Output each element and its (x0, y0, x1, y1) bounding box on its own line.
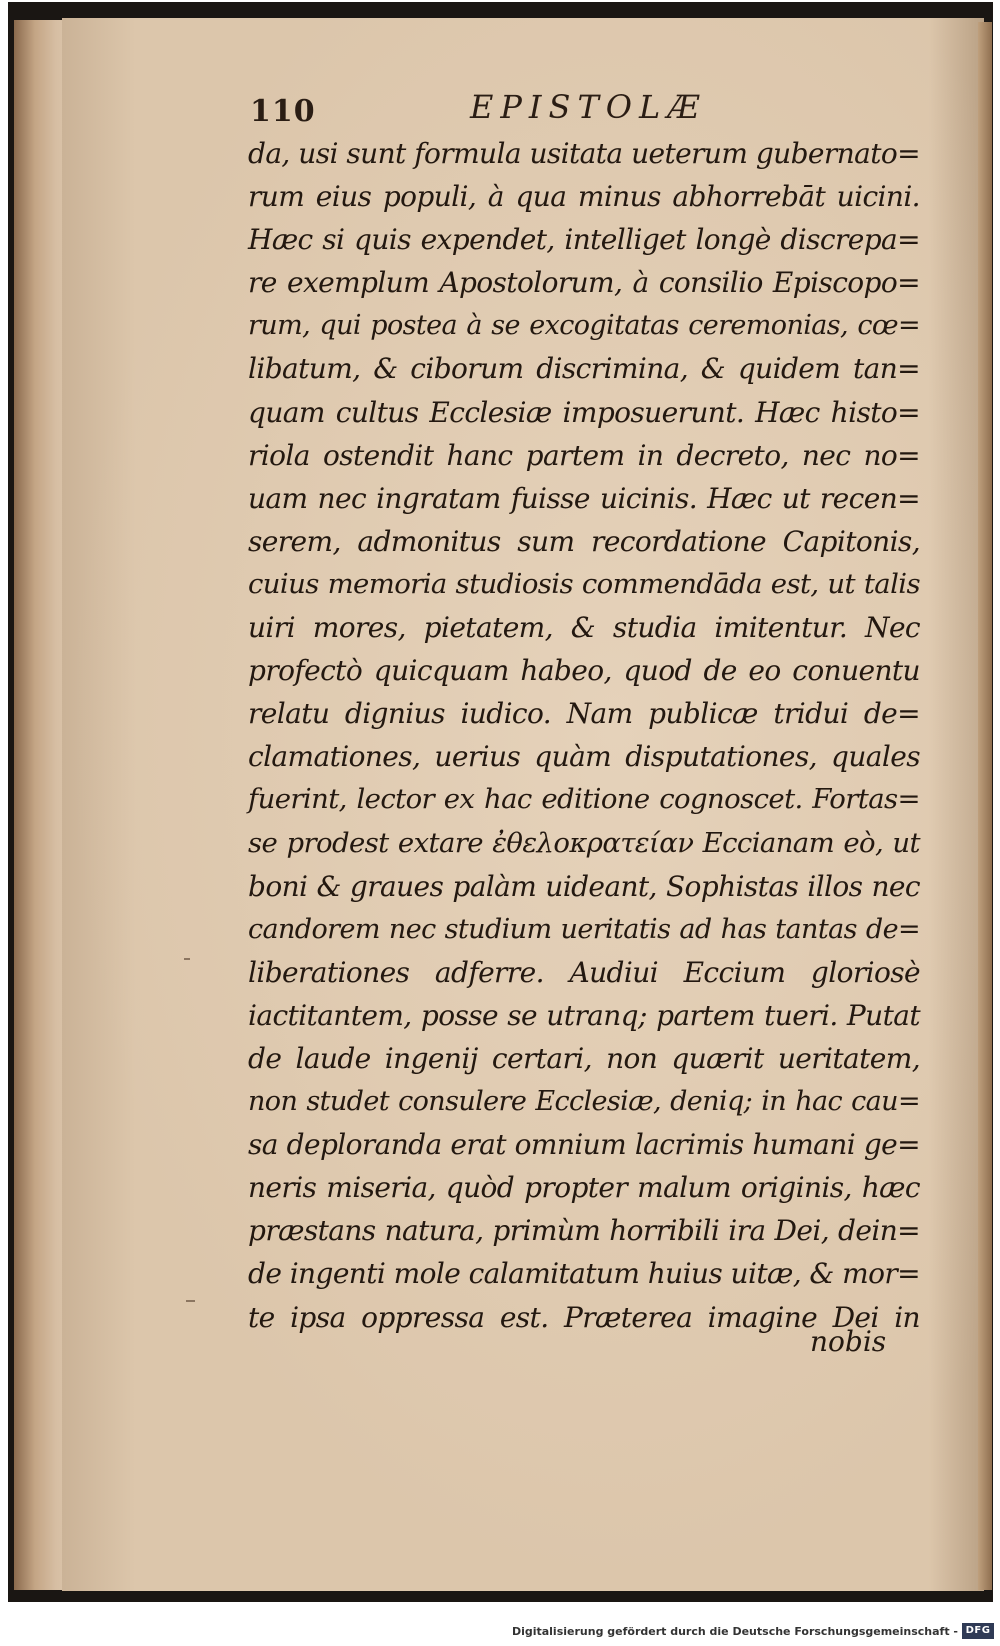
funding-notice: Digitalisierung gefördert durch die Deutsche Forschungsgemeinschaft - (511, 1625, 958, 1638)
text-line: te ipsa oppressa est. Præterea imagine Dei in (248, 1300, 920, 1334)
text-line: cuius memoria studiosis commendāda est, ut talis (248, 567, 920, 600)
footer-bar (0, 1620, 1000, 1646)
text-line: de laude ingenij certari, non quærit ueritatem, (248, 1041, 920, 1075)
text-line: boni & graues palàm uideant, Sophistas illos nec (248, 869, 920, 903)
margin-mark (186, 1300, 195, 1302)
text-line: se prodest extare ἐθελοκρατείαν Eccianam eò, ut (248, 826, 920, 859)
text-line: rum eius populi, à qua minus abhorrebāt uicini. (248, 180, 920, 214)
text-line: clamationes, uerius quàm disputationes, quales (248, 740, 920, 774)
text-line: rum, qui postea à se excogitatas ceremonias, cœ= (248, 310, 920, 342)
body-text (248, 132, 920, 1339)
catchword: nobis (810, 1325, 887, 1358)
text-line: Hæc si quis expendet, intelliget longè discrepa= (248, 223, 920, 257)
running-head (250, 86, 750, 136)
text-line: de ingenti mole calamitatum huius uitæ, & mor= (248, 1257, 920, 1291)
text-line: uam nec ingratam fuisse uicinis. Hæc ut recen= (248, 481, 920, 515)
text-line: sa deploranda erat omnium lacrimis humani ge= (248, 1128, 920, 1162)
dfg-logo: DFG (962, 1623, 994, 1639)
text-line: non studet consulere Ecclesiæ, deniq; in hac cau= (248, 1086, 920, 1118)
page-fore-edge (978, 22, 992, 1590)
text-line: libatum, & ciborum discrimina, & quidem tan= (248, 352, 920, 386)
text-line: uiri mores, pietatem, & studia imitentur. Nec (248, 611, 920, 645)
text-line: quam cultus Ecclesiæ imposuerunt. Hæc histo= (248, 395, 920, 429)
text-line: serem, admonitus sum recordatione Capitonis, (248, 524, 920, 558)
text-line: iactitantem, posse se utranq; partem tueri. Putat (248, 998, 920, 1032)
text-line: profectò quicquam habeo, quod de eo conuentu (248, 654, 920, 688)
text-line: liberationes adferre. Audiui Eccium gloriosè (248, 955, 920, 989)
text-line: fuerint, lector ex hac editione cognoscet. Fortas= (248, 783, 920, 816)
text-line: riola ostendit hanc partem in decreto, nec no= (248, 438, 920, 472)
text-line: relatu dignius iudico. Nam publicæ tridui de= (248, 697, 920, 731)
text-line: candorem nec studium ueritatis ad has tantas de= (248, 913, 920, 945)
running-title: EPISTOLÆ (470, 88, 707, 126)
text-line: neris miseria, quòd propter malum originis, hæc (248, 1171, 920, 1205)
margin-mark (184, 958, 190, 960)
page-number: 110 (250, 94, 316, 129)
text-line: da, usi sunt formula usitata ueterum gubernato= (248, 137, 920, 170)
text-line: præstans natura, primùm horribili ira Dei, dein= (248, 1214, 920, 1248)
text-line: re exemplum Apostolorum, à consilio Episcopo= (248, 266, 920, 300)
